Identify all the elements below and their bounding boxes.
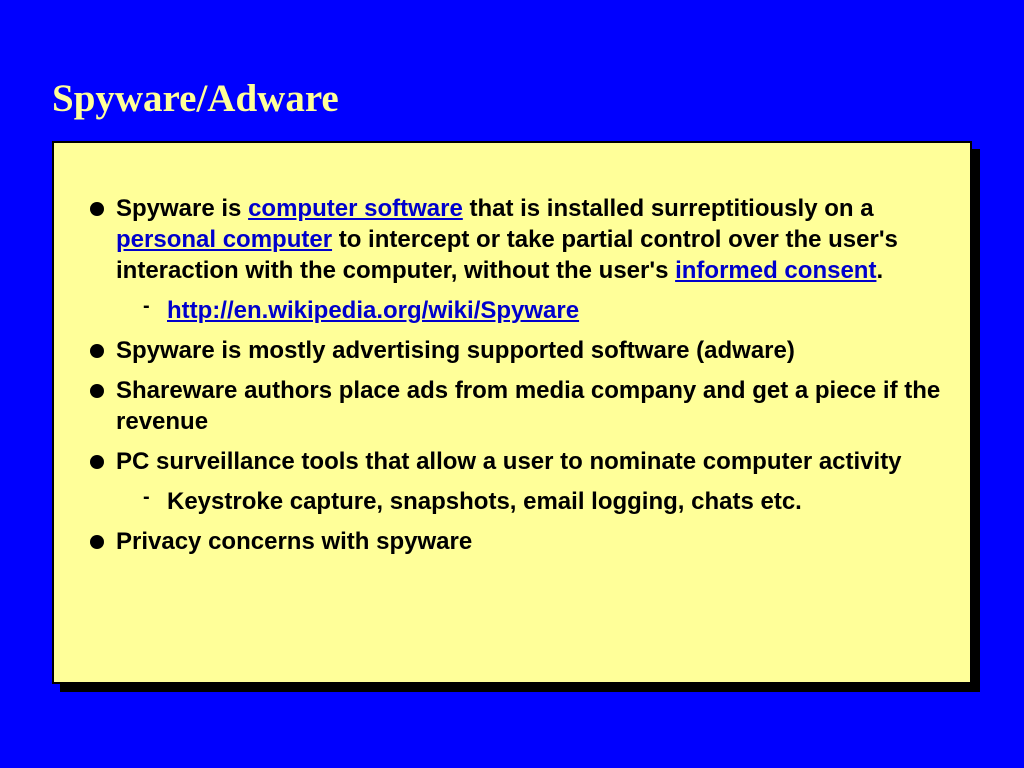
bullet-item-surveillance <box>90 446 950 477</box>
link-computer-software[interactable]: computer software <box>248 195 463 222</box>
content-box <box>52 141 972 684</box>
sub-item-text: Keystroke capture, snapshots, email logging, chats etc. <box>167 488 802 515</box>
sub-item-keystroke <box>90 486 950 517</box>
bullet-text: Spyware is <box>116 195 249 222</box>
bullet-icon <box>90 202 104 216</box>
slide-title: Spyware/Adware <box>52 77 339 120</box>
bullet-icon <box>90 535 104 549</box>
bullet-item-shareware <box>90 375 950 437</box>
bullet-item-spyware-definition <box>90 193 950 286</box>
bullet-text: Spyware is mostly advertising supported software (adware) <box>116 337 795 364</box>
bullet-text: . <box>876 257 884 284</box>
dash-icon: - <box>143 486 150 508</box>
bullet-icon <box>90 344 104 358</box>
link-informed-consent[interactable]: informed consent <box>675 257 877 284</box>
link-personal-computer[interactable]: personal computer <box>116 226 333 253</box>
bullet-icon <box>90 384 104 398</box>
bullet-list <box>90 193 950 566</box>
link-wikipedia-spyware[interactable]: http://en.wikipedia.org/wiki/Spyware <box>167 297 580 324</box>
sub-item-wikipedia-link <box>90 295 950 326</box>
bullet-icon <box>90 455 104 469</box>
bullet-text: that is installed surreptitiously on a <box>462 195 874 222</box>
dash-icon: - <box>143 295 150 317</box>
bullet-item-advertising <box>90 335 950 366</box>
bullet-item-privacy <box>90 526 950 557</box>
bullet-text: PC surveillance tools that allow a user to nominate computer activity <box>116 448 902 475</box>
bullet-text: to intercept or take partial control over the user's interaction with the computer, without the user's <box>116 226 898 284</box>
bullet-text: Privacy concerns with spyware <box>116 528 473 555</box>
bullet-text: Shareware authors place ads from media company and get a piece if the revenue <box>116 377 941 435</box>
